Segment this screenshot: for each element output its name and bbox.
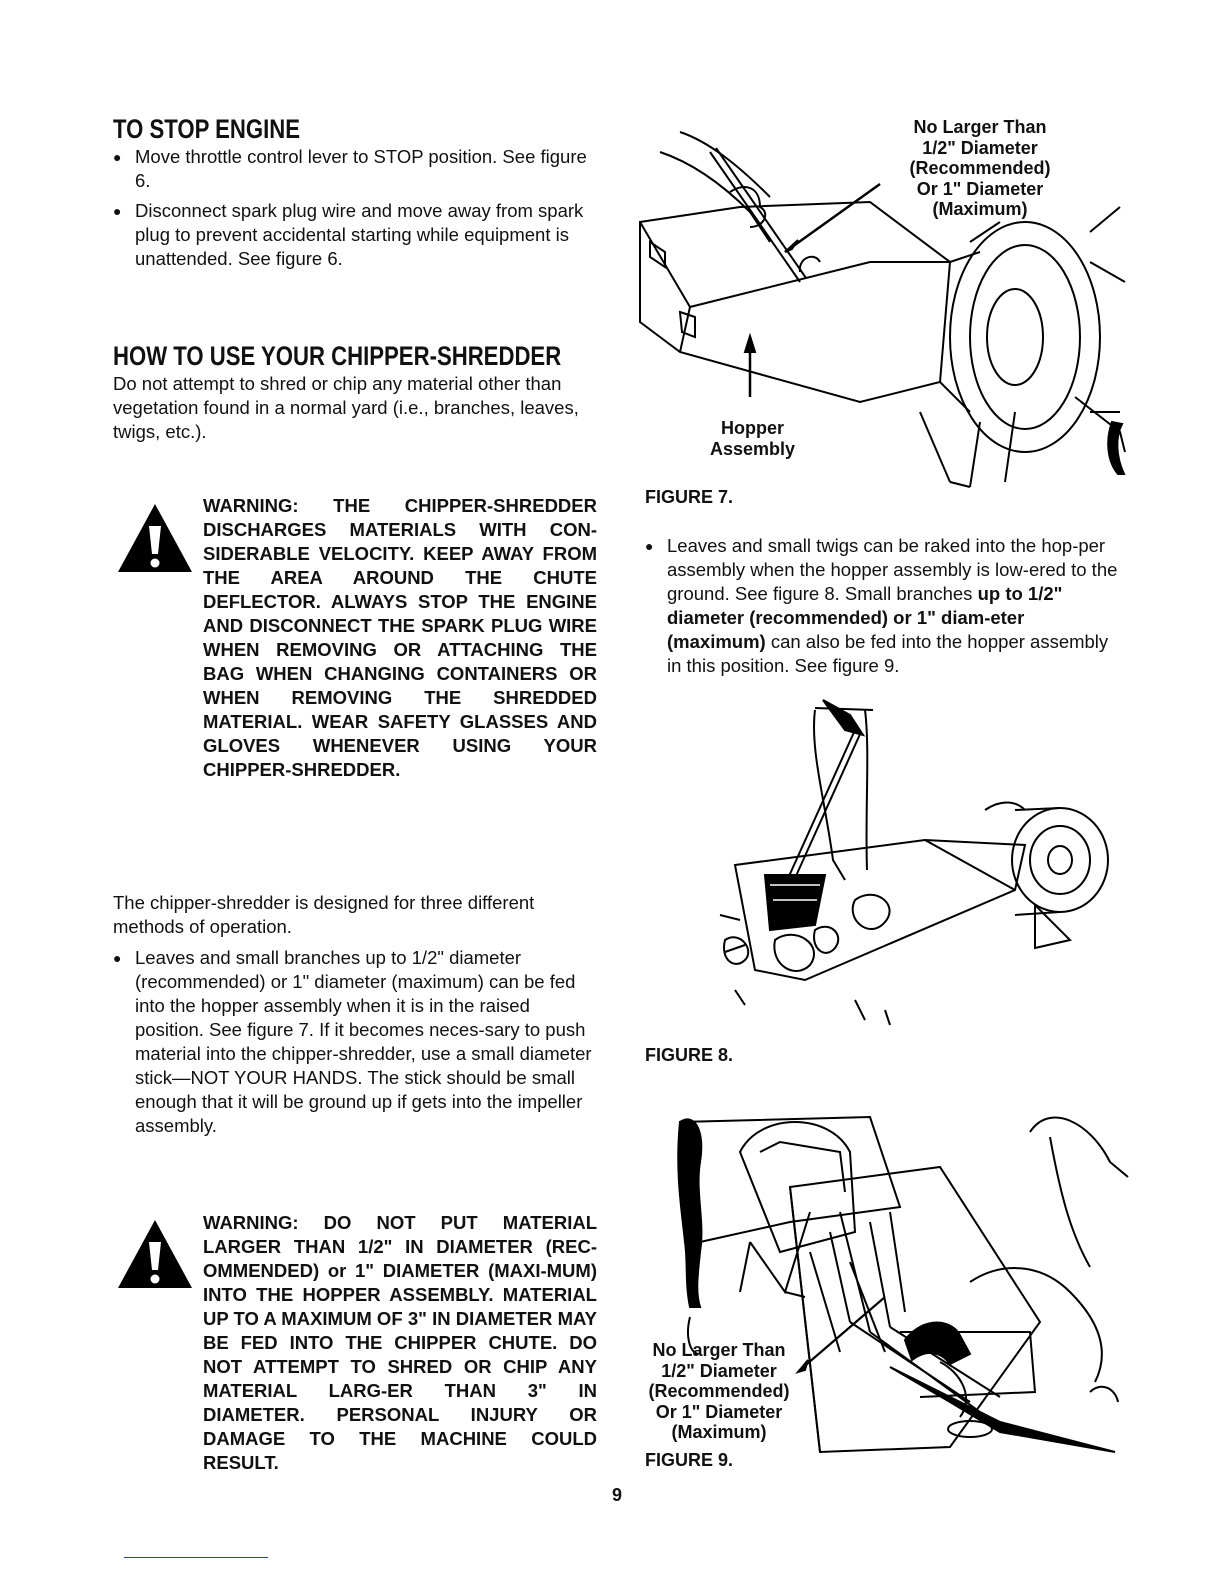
list-item: ● Leaves and small branches up to 1/2" diameter (recommended) or 1" diameter (maximum) can be fed into the hopper assembly when it is in the raised position. See figure 7. If it becomes neces-sary to push material into the chipper-shredder, use a small diameter stick—NOT YOUR HANDS. The stick should be small enough that it will be ground up if gets into the impeller assembly. (113, 946, 597, 1138)
figure7-caption: FIGURE 7. (645, 487, 734, 507)
figure9-size-callout: No Larger Than 1/2" Diameter (Recommended) Or 1" Diameter (Maximum) (648, 1340, 790, 1442)
page-number: 9 (612, 1485, 623, 1505)
figure8-illustration (715, 690, 1115, 1030)
stop-engine-list (113, 145, 597, 277)
warning-material-size: WARNING: DO NOT PUT MATERIAL LARGER THAN 1/2" IN DIAMETER (REC-OMMENDED) or 1" DIAMETER (MAXI-MUM) INTO THE HOPPER ASSEMBLY. MATERIAL UP TO A MAXIMUM OF 3" IN DIAMETER MAY BE FED INTO THE CHIPPER CHUTE. DO NOT ATTEMPT TO SHRED OR CHIP ANY MATERIAL LARG-ER THAN 3" IN DIAMETER. PERSONAL INJURY OR DAMAGE TO THE MACHINE COULD RESULT. (203, 1212, 597, 1473)
warning-icon (116, 502, 194, 574)
lowered-position-paragraph: ● Leaves and small twigs can be raked into the hop-per assembly when the hopper assembly is low-ered to the ground. See figure 8. Small branches up to 1/2" diameter (recommended) or 1" diam-eter (maximum) can also be fed into the hopper assembly in this position. See figure 9. (645, 535, 1118, 676)
methods-list (113, 946, 597, 1144)
stop-engine-heading: TO STOP ENGINE (113, 114, 301, 144)
figure8-caption: FIGURE 8. (645, 1045, 734, 1065)
list-item: ● Move throttle control lever to STOP position. See figure 6. (113, 145, 597, 193)
hopper-assembly-label: Hopper Assembly (709, 418, 796, 459)
how-to-use-intro: Do not attempt to shred or chip any material other than vegetation found in a normal yard (i.e., branches, leaves, twigs, etc.). (113, 373, 579, 442)
figure7-size-callout: No Larger Than 1/2" Diameter (Recommended) Or 1" Diameter (Maximum) (909, 117, 1051, 219)
warning-icon (116, 1218, 194, 1290)
footer-rule (124, 1557, 268, 1558)
figure9-caption: FIGURE 9. (645, 1450, 734, 1470)
list-item: ● Disconnect spark plug wire and move away from spark plug to prevent accidental starting while equipment is unattended. See figure 6. (113, 199, 597, 271)
warning-discharge: WARNING: THE CHIPPER-SHREDDER DISCHARGES MATERIALS WITH CON-SIDERABLE VELOCITY. KEEP AWAY FROM THE AREA AROUND THE CHUTE DEFLECTOR. ALWAYS STOP THE ENGINE AND DISCONNECT THE SPARK PLUG WIRE WHEN REMOVING OR ATTACHING THE BAG WHEN CHANGING CONTAINERS OR WHEN REMOVING THE SHREDDED MATERIAL. WEAR SAFETY GLASSES AND GLOVES WHENEVER USING YOUR CHIPPER-SHREDDER. (203, 495, 597, 780)
how-to-use-heading: HOW TO USE YOUR CHIPPER-SHREDDER (113, 341, 562, 371)
methods-intro: The chipper-shredder is designed for three different methods of operation. (113, 892, 535, 937)
